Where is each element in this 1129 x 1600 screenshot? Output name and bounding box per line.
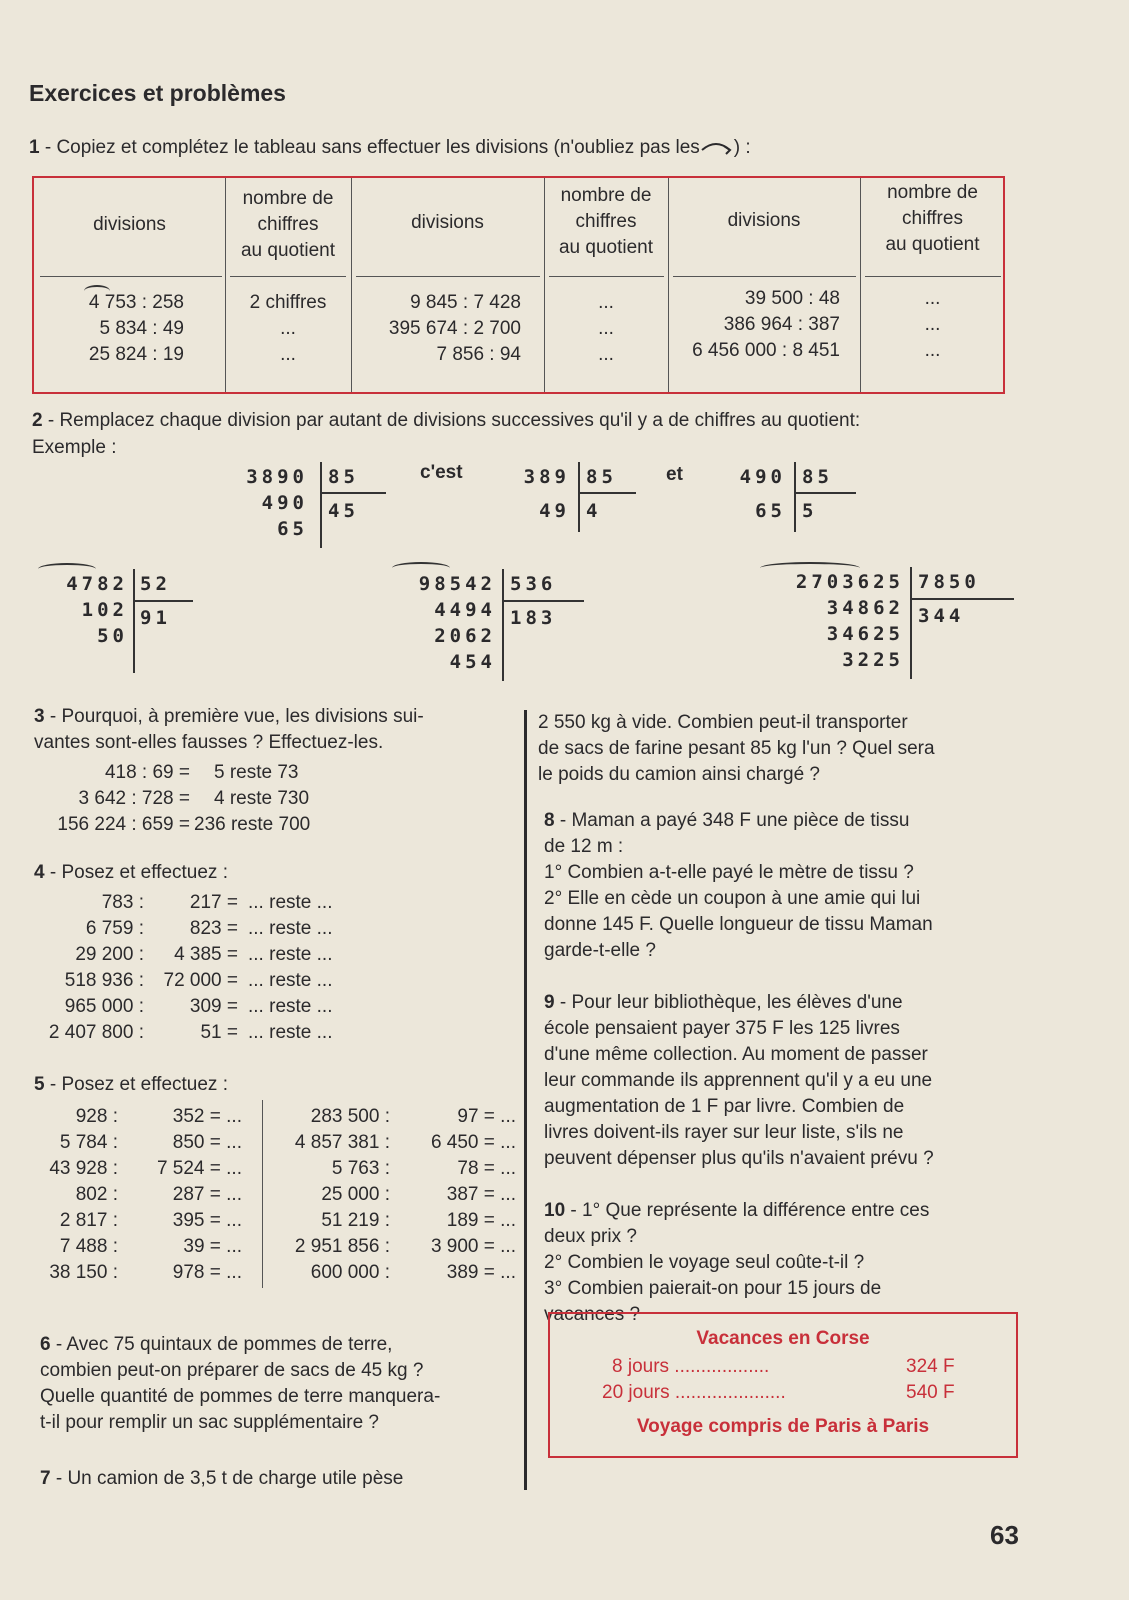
ex5-left-dividend: 2 817 : xyxy=(59,1210,118,1231)
ex5-left-dividend: 7 488 : xyxy=(59,1236,118,1257)
ex5-left-divisor: 352 = ... xyxy=(172,1106,242,1127)
ex1-number: 1 xyxy=(29,137,40,158)
ex5-right-dividend: 4 857 381 : xyxy=(294,1132,390,1153)
ex3-eq-left: 156 224 : 659 = xyxy=(57,814,190,835)
ex5-left-divisor: 850 = ... xyxy=(172,1132,242,1153)
ex4-divisor: 51 = xyxy=(200,1022,238,1043)
ex9-line-1: 9 - Pour leur bibliothèque, les élèves d'une xyxy=(544,992,903,1013)
cest-label: c'est xyxy=(420,462,463,483)
ex10-line-2: deux prix ? xyxy=(544,1226,637,1247)
vacances-box xyxy=(548,1312,1018,1458)
ex4-title: 4 - Posez et effectuez : xyxy=(34,862,228,883)
ex3-line-1: 3 - Pourquoi, à première vue, les divisions sui- xyxy=(34,706,424,727)
table-cell: ... xyxy=(280,318,296,339)
ex3-line-2: vantes sont-elles fausses ? Effectuez-les. xyxy=(34,732,384,753)
ex5-right-dividend: 51 219 : xyxy=(321,1210,390,1231)
ex5-right-divisor: 78 = ... xyxy=(457,1158,516,1179)
ex5-right-divisor: 189 = ... xyxy=(446,1210,516,1231)
vacances-title: Vacances en Corse xyxy=(696,1328,870,1349)
ex4-dividend: 783 : xyxy=(101,892,144,913)
ex5-left-divisor: 978 = ... xyxy=(172,1262,242,1283)
header-nombre-3: nombre de chiffres au quotient xyxy=(885,182,980,255)
table-cell: ... xyxy=(598,318,614,339)
table-cell: 386 964 : 387 xyxy=(723,314,840,335)
ex8-line-2: de 12 m : xyxy=(544,836,624,857)
ex9-line-2: école pensaient payer 375 F les 125 livres xyxy=(544,1018,900,1039)
ex8-line-4: 2° Elle en cède un coupon à une amie qui lui xyxy=(544,888,921,909)
ex3-eq-left: 418 : 69 = xyxy=(104,762,190,783)
ex1-table xyxy=(32,176,1005,394)
ex4-divisor: 309 = xyxy=(189,996,238,1017)
header-nombre-1: nombre de chiffres au quotient xyxy=(240,188,336,261)
ex9-line-4: leur commande ils apprennent qu'il y a eu une xyxy=(544,1070,933,1091)
ex3-eq-left: 3 642 : 728 = xyxy=(78,788,190,809)
ex9-line-5: augmentation de 1 F par livre. Combien de xyxy=(544,1096,905,1117)
ex5-left-divisor: 39 = ... xyxy=(183,1236,242,1257)
ex5-left-dividend: 38 150 : xyxy=(49,1262,118,1283)
ex4-dividend: 29 200 : xyxy=(75,944,144,965)
ex5-left-dividend: 5 784 : xyxy=(59,1132,118,1153)
ex8-line-1: 8 - Maman a payé 348 F une pièce de tissu xyxy=(544,810,910,831)
ex6-line-4: t-il pour remplir un sac supplémentaire ? xyxy=(40,1412,379,1433)
ex5-right-divisor: 387 = ... xyxy=(446,1184,516,1205)
ex5-left-dividend: 802 : xyxy=(75,1184,118,1205)
table-cell: 9 845 : 7 428 xyxy=(410,292,521,313)
ex4-dividend: 2 407 800 : xyxy=(48,1022,144,1043)
ex8-line-3: 1° Combien a-t-elle payé le mètre de tissu ? xyxy=(544,862,914,883)
ex3-eq-right: 4 reste 730 xyxy=(214,788,310,809)
ex4-rest: ... reste ... xyxy=(248,996,333,1017)
ex10-line-1: 10 - 1° Que représente la différence entre ces xyxy=(544,1200,930,1221)
table-cell: ... xyxy=(598,292,614,313)
table-cell: 6 456 000 : 8 451 xyxy=(692,340,840,361)
ex5-title: 5 - Posez et effectuez : xyxy=(34,1074,228,1095)
ex4-dividend: 518 936 : xyxy=(64,970,144,991)
table-cell: 4 753 : 258 xyxy=(88,292,184,313)
ex7-line-1: 7 - Un camion de 3,5 t de charge utile pèse xyxy=(40,1468,404,1489)
ex8-line-5: donne 145 F. Quelle longueur de tissu Maman xyxy=(544,914,933,935)
ex5-right-dividend: 600 000 : xyxy=(310,1262,390,1283)
ex4-divisor: 217 = xyxy=(189,892,238,913)
table-cell: ... xyxy=(598,344,614,365)
ex9-line-7: peuvent dépenser plus qu'ils n'avaient prévu ? xyxy=(544,1148,934,1169)
ex4-rest: ... reste ... xyxy=(248,970,333,991)
ex6-line-3: Quelle quantité de pommes de terre manquera- xyxy=(40,1386,441,1407)
table-cell: ... xyxy=(280,344,296,365)
ex5-left-divisor: 7 524 = ... xyxy=(156,1158,242,1179)
ex10-line-5: vacances ? xyxy=(544,1304,641,1325)
header-nombre-2: nombre de chiffres au quotient xyxy=(558,185,654,258)
column-divider xyxy=(524,710,527,1490)
vacances-row-price: 540 F xyxy=(906,1382,955,1403)
ex1-text-end: ) : xyxy=(733,137,751,158)
ex1-text: - Copiez et complétez le tableau sans effectuer les divisions (n'oubliez pas les xyxy=(39,137,700,158)
ex5-left-divisor: 287 = ... xyxy=(172,1184,242,1205)
ex7-cont-3: le poids du camion ainsi chargé ? xyxy=(538,764,821,785)
ex2-instruction: 2 - Remplacez chaque division par autant de divisions successives qu'il y a de chiffres au quotient: xyxy=(32,410,861,431)
ex2-exemple-label: Exemple : xyxy=(32,437,117,458)
ex6-line-2: combien peut-on préparer de sacs de 45 kg ? xyxy=(40,1360,424,1381)
ex4-rest: ... reste ... xyxy=(248,918,333,939)
vacances-row-price: 324 F xyxy=(906,1356,955,1377)
ex4-rest: ... reste ... xyxy=(248,1022,333,1043)
ex5-right-divisor: 3 900 = ... xyxy=(430,1236,516,1257)
table-cell: 2 chiffres xyxy=(249,292,327,313)
ex4-dividend: 965 000 : xyxy=(64,996,144,1017)
table-cell: 7 856 : 94 xyxy=(436,344,521,365)
ex5-left-dividend: 928 : xyxy=(75,1106,118,1127)
ex5-left-dividend: 43 928 : xyxy=(49,1158,118,1179)
ex6-line-1: 6 - Avec 75 quintaux de pommes de terre, xyxy=(40,1334,393,1355)
ex9-line-3: d'une même collection. Au moment de passer xyxy=(544,1044,928,1065)
header-divisions-3: divisions xyxy=(727,210,801,231)
vacances-row-label: 8 jours .................. xyxy=(612,1356,770,1377)
table-cell: ... xyxy=(924,314,941,335)
et-label: et xyxy=(666,464,683,485)
remainder-sign-icon xyxy=(700,136,734,156)
ex5-right-divisor: 6 450 = ... xyxy=(430,1132,516,1153)
ex7-cont-1: 2 550 kg à vide. Combien peut-il transporter xyxy=(538,712,908,733)
ex7-cont-2: de sacs de farine pesant 85 kg l'un ? Quel sera xyxy=(538,738,935,759)
ex5-right-dividend: 283 500 : xyxy=(310,1106,390,1127)
ex5-right-dividend: 25 000 : xyxy=(321,1184,390,1205)
table-cell: 25 824 : 19 xyxy=(88,344,184,365)
ex4-divisor: 823 = xyxy=(189,918,238,939)
page-number: 63 xyxy=(990,1520,1019,1550)
table-cell: 39 500 : 48 xyxy=(744,288,840,309)
vacances-footer: Voyage compris de Paris à Paris xyxy=(636,1416,930,1437)
table-cell: ... xyxy=(924,340,941,361)
ex3-eq-right: 236 reste 700 xyxy=(194,814,311,835)
ex4-dividend: 6 759 : xyxy=(85,918,144,939)
ex4-divisor: 4 385 = xyxy=(174,944,238,965)
ex5-right-dividend: 2 951 856 : xyxy=(294,1236,390,1257)
ex5-right-divisor: 389 = ... xyxy=(446,1262,516,1283)
vacances-row-label: 20 jours ..................... xyxy=(602,1382,786,1403)
ex3-eq-right: 5 reste 73 xyxy=(214,762,299,783)
section-heading: Exercices et problèmes xyxy=(29,80,286,106)
ex5-left-divisor: 395 = ... xyxy=(172,1210,242,1231)
header-divisions-1: divisions xyxy=(93,214,166,235)
ex4-divisor: 72 000 = xyxy=(163,970,238,991)
ex5-right-divisor: 97 = ... xyxy=(457,1106,516,1127)
table-cell: 395 674 : 2 700 xyxy=(388,318,521,339)
table-cell: ... xyxy=(924,288,941,309)
ex1-instruction xyxy=(29,136,751,159)
ex8-line-6: garde-t-elle ? xyxy=(544,940,656,961)
ex9-line-6: livres doivent-ils rayer sur leur liste, s'ils ne xyxy=(544,1122,904,1143)
table-cell: 5 834 : 49 xyxy=(99,318,184,339)
ex5-column-divider xyxy=(262,1100,263,1288)
ex10-line-3: 2° Combien le voyage seul coûte-t-il ? xyxy=(544,1252,865,1273)
ex4-rest: ... reste ... xyxy=(248,944,333,965)
header-divisions-2: divisions xyxy=(411,212,484,233)
ex4-rest: ... reste ... xyxy=(248,892,333,913)
ex10-line-4: 3° Combien paierait-on pour 15 jours de xyxy=(544,1278,882,1299)
ex5-right-dividend: 5 763 : xyxy=(331,1158,390,1179)
